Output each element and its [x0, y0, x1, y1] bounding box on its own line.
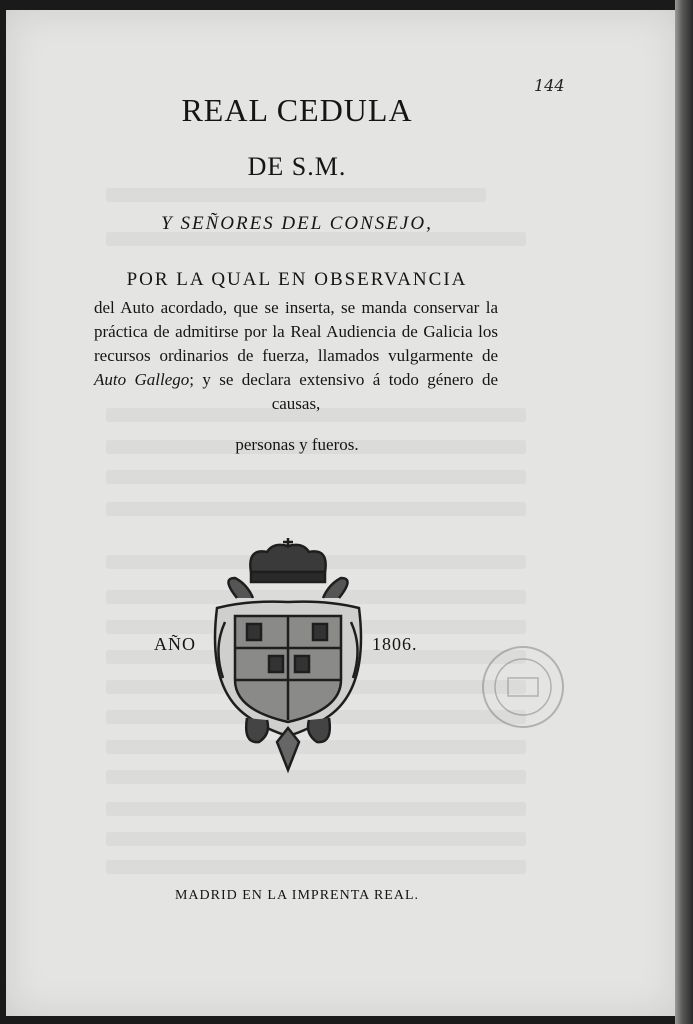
imprint-line: MADRID EN LA IMPRENTA REAL.: [174, 888, 420, 903]
document-page: [6, 10, 678, 1016]
title-de-sm: DE S.M.: [247, 152, 347, 181]
title-real-cedula: REAL CEDULA: [181, 92, 413, 128]
library-stamp-icon: [480, 644, 566, 730]
folio-number: 144: [534, 76, 565, 95]
body-paragraph: [94, 296, 498, 416]
title-observancia: POR LA QUAL EN OBSERVANCIA: [126, 269, 468, 290]
body-segment-1: del Auto acordado, que se inserta, se manda conservar la práctica de admitirse por la Real Audiencia de Galicia los recursos ordinarios de fuerza, llamados vulgarmente de: [94, 298, 498, 365]
royal-coat-of-arms-icon: [207, 538, 369, 774]
body-segment-2: ; y se declara extensivo á todo género de causas,: [189, 370, 498, 413]
body-italic-auto-gallego: Auto Gallego: [94, 370, 190, 389]
page-edge: [675, 0, 693, 1024]
year-label: AÑO: [154, 634, 196, 654]
year-value: 1806.: [372, 634, 418, 654]
title-senores-consejo: Y SEÑORES DEL CONSEJO,: [161, 213, 433, 234]
body-last-line: personas y fueros.: [235, 435, 359, 454]
